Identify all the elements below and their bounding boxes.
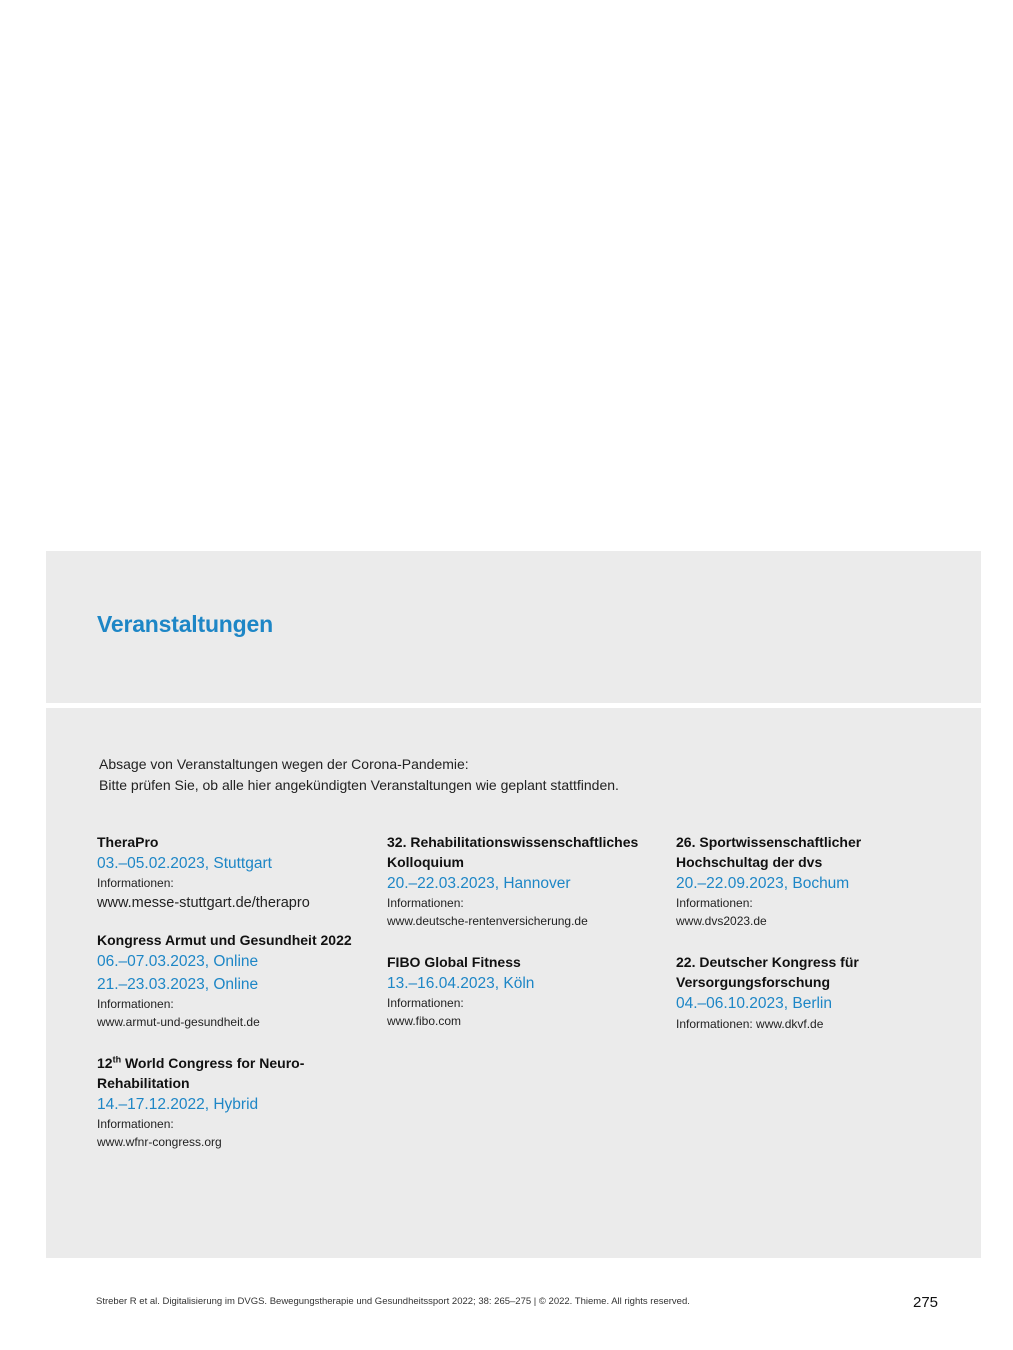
- event-url[interactable]: www.wfnr-congress.org: [97, 1135, 222, 1149]
- event-date: 04.–06.10.2023, Berlin: [676, 995, 832, 1012]
- event-info-label: Informationen:: [676, 896, 753, 910]
- event-info-label: Informationen:: [97, 997, 174, 1011]
- event-url[interactable]: www.fibo.com: [387, 1014, 462, 1028]
- notice-line-1: Absage von Veranstaltungen wegen der Corona-Pandemie:: [99, 756, 469, 772]
- events-panel: [46, 708, 981, 1258]
- event-date-2: 21.–23.03.2023, Online: [97, 976, 259, 993]
- event-wfnr: [97, 1053, 372, 1151]
- event-title: 32. Rehabilitationswissenschaftliches: [387, 834, 639, 850]
- event-date: 13.–16.04.2023, Köln: [387, 975, 535, 992]
- event-date: 06.–07.03.2023, Online: [97, 953, 259, 970]
- event-title: 26. Sportwissenschaftlicher: [676, 834, 862, 850]
- event-title-number: 12: [97, 1055, 113, 1071]
- event-title: FIBO Global Fitness: [387, 954, 521, 970]
- footer-citation: Streber R et al. Digitalisierung im DVGS. Bewegungstherapie und Gesundheitssport 2022; 38: 265–275 | © 2022. Thieme. All rights reserved.: [96, 1296, 690, 1307]
- events-column-3: [676, 832, 951, 1049]
- event-info-label: Informationen:: [387, 996, 464, 1010]
- event-armut-gesundheit: [97, 930, 372, 1031]
- event-reha-kolloquium: [387, 832, 662, 930]
- event-title-ordinal: th: [112, 1054, 122, 1065]
- event-url[interactable]: www.armut-und-gesundheit.de: [97, 1015, 260, 1029]
- event-url[interactable]: www.dvs2023.de: [676, 914, 767, 928]
- event-therapro: [97, 832, 372, 914]
- event-title: Kongress Armut und Gesundheit 2022: [97, 932, 352, 948]
- event-info-label: Informationen:: [387, 896, 464, 910]
- section-header: [46, 551, 981, 703]
- event-dkvf: [676, 952, 951, 1033]
- event-date: 20.–22.03.2023, Hannover: [387, 875, 571, 892]
- events-column-2: [387, 832, 662, 1046]
- event-url[interactable]: www.messe-stuttgart.de/therapro: [97, 895, 310, 911]
- page-number: 275: [913, 1294, 939, 1311]
- event-title-line-2: Kolloquium: [387, 854, 464, 870]
- event-title-rest: World Congress for Neuro-: [121, 1055, 305, 1071]
- event-title-line-2: Hochschultag der dvs: [676, 854, 823, 870]
- event-fibo: [387, 952, 662, 1030]
- events-column-1: [97, 832, 372, 1167]
- event-info-url[interactable]: Informationen: www.dkvf.de: [676, 1017, 824, 1031]
- event-url[interactable]: www.deutsche-rentenversicherung.de: [387, 914, 588, 928]
- event-title-line-2: Versorgungsforschung: [676, 974, 831, 990]
- event-date: 20.–22.09.2023, Bochum: [676, 875, 850, 892]
- event-title: TheraPro: [97, 834, 159, 850]
- corona-notice: [99, 754, 619, 796]
- event-dvs-hochschultag: [676, 832, 951, 930]
- event-date: 14.–17.12.2022, Hybrid: [97, 1096, 259, 1113]
- section-title: Veranstaltungen: [97, 611, 273, 637]
- event-title: 22. Deutscher Kongress für: [676, 954, 859, 970]
- event-title-line-2: Rehabilitation: [97, 1075, 190, 1091]
- event-date: 03.–05.02.2023, Stuttgart: [97, 855, 272, 872]
- event-info-label: Informationen:: [97, 1117, 174, 1131]
- notice-line-2: Bitte prüfen Sie, ob alle hier angekündigten Veranstaltungen wie geplant stattfinden.: [99, 777, 619, 793]
- event-title: [97, 1053, 372, 1073]
- event-info-label: Informationen:: [97, 876, 174, 890]
